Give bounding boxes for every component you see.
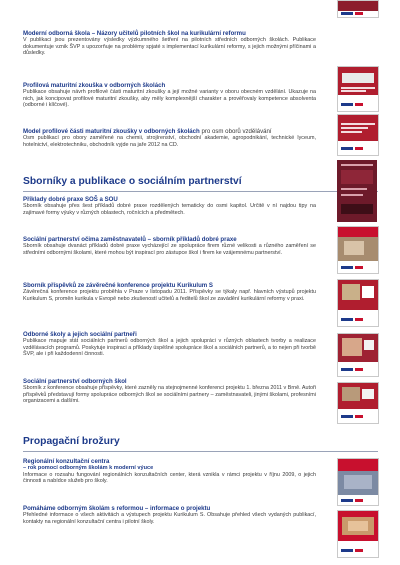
- entry-model-profilove-casti: [23, 128, 316, 148]
- entry-socialni-partnerstvi-skol: [23, 378, 316, 404]
- entry-socialni-partnerstvi-ocima: [23, 236, 316, 256]
- entry-body: Publikace obsahuje návrh profilové části maturitní zkoušky a její možné varianty v oboru obecném vzdělání. Ukazuje na nich, jak koncipovat profilové maturitní zkoušky, aby měly komplexnější charakter a prověřovaly kompetence absolventa (odborné i klíčové).: [23, 89, 316, 109]
- entry-title: Model profilové části maturitní zkoušky v odborných školách pro osm oborů vzdělávání: [23, 128, 272, 135]
- entry-title: Profilová maturitní zkouška v odborných školách: [23, 82, 166, 89]
- entry-title: Sociální partnerství odborných škol: [23, 378, 127, 385]
- entry-regionalni-konzultacni-centra: [23, 458, 316, 485]
- entry-title: Sociální partnerství očima zaměstnavatelů – sborník příkladů dobré praxe: [23, 236, 237, 243]
- brochure-cover-image: [337, 226, 379, 274]
- section-title-sborniky: Sborníky a publikace o sociálním partnerství: [23, 176, 242, 187]
- entry-body: Sborník obsahuje dvanáct příkladů dobré praxe vycházející ze spolupráce firem různé velikosti a různého zaměření se středními odbornými školami, které mohou být inspirací pro zástupce škol i firem ke vzájemnému partnerství.: [23, 243, 316, 256]
- entry-title: Odborné školy a jejich sociální partneři: [23, 331, 137, 338]
- brochure-cover-image: [337, 0, 379, 18]
- entry-title: Sborník příspěvků ze závěrečné konference projektu Kurikulum S: [23, 282, 213, 289]
- section-title-propagacni-brozury: Propagační brožury: [23, 436, 120, 447]
- brochure-cover-image: [337, 279, 379, 327]
- brochure-cover-image: [337, 66, 379, 112]
- entry-title: Regionální konzultační centra: [23, 458, 110, 465]
- entry-title: Pomáháme odborným školám s reformou – informace o projektu: [23, 505, 211, 512]
- brochure-cover-image: [337, 382, 379, 424]
- section-underline: [23, 191, 378, 192]
- brochure-cover-image: [337, 160, 377, 222]
- section-underline: [23, 451, 378, 452]
- entry-body: V publikaci jsou prezentovány výsledky výzkumného šetření na pilotních středních odborných školách. Publikace dokumentuje vznik ŠVP s upozorňuje na problémy spjaté s implementací kurikulární reformy, s jejich možnými příčinami a důsledky.: [23, 37, 316, 57]
- entry-subtitle: – rok pomocí odborným školám k moderní výuce: [23, 465, 154, 472]
- entry-odborne-skoly-partneri: [23, 331, 316, 357]
- entry-moderni-odborna-skola: [23, 30, 316, 56]
- entry-body: Sborník obsahuje přes šest příkladů dobré praxe rozdělených tematicky do osmi kapitol. Určitě v ní najdou tipy na zajímavé formy výuky v různých oblastech, ročnících a předmětech.: [23, 203, 316, 216]
- brochure-cover-image: [337, 458, 379, 506]
- entry-profilova-maturitni-zkouska: [23, 82, 316, 108]
- entry-body: Osm publikací pro obory zaměřené na chemii, strojírenství, obchodní akademie, agropodnikání, technické lyceum, hotelnictví, elektrotechniku, obchodník vyjde na jaře 2012 na CD.: [23, 135, 316, 148]
- entry-body: Závěrečná konference projektu proběhla v Praze v listopadu 2011. Příspěvky se týkaly např. hlavních výstupů projektu Kurikulum S, proměn kurikula v Evropě nebo zkušeností učitelů a ředitelů škol ze zavádění kurikulární reformy v praxi.: [23, 289, 316, 302]
- entry-priklady-dobre-praxe: [23, 196, 316, 216]
- entry-body: Přehledné informace o všech aktivitách a výstupech projektu Kurikulum S. Obsahuje přehled všech vydaných publikací, kontakty na regionální konzultační centra i pilotní školy.: [23, 512, 316, 525]
- brochure-cover-image: [337, 510, 379, 558]
- entry-body: Sborník z konference obsahuje příspěvky, které zazněly na stejnojmenné konferenci projektu 1. března 2011 v Brně. Autoři příspěvků představují formy spolupráce odborných škol se sociálními partnery – zaměstnavateli, jinými školami, profesními organizacemi a dalšími.: [23, 385, 316, 405]
- brochure-cover-image: [337, 333, 379, 377]
- entry-title: Moderní odborná škola – Názory učitelů pilotních škol na kurikulární reformu: [23, 30, 246, 37]
- entry-title: Příklady dobré praxe SOŠ a SOU: [23, 196, 118, 203]
- entry-body: Informace o rozsahu fungování regionálních konzultačních center, která vznikla v rámci projektu v říjnu 2009, o jejich činnosti a nabídce služeb pro školy.: [23, 471, 316, 485]
- entry-sbornik-prispevku: [23, 282, 316, 302]
- entry-body: Publikace mapuje stát sociálních partnerů odborných škol a jejich spolupráci v různých oblastech tvorby a realizace vzdělávacích programů. Poskytuje inspiraci a příklady úspěšné spolupráce škol a sociálních partnerů, a to nejen při tvorbě ŠVP, ale i při každodenní činnosti.: [23, 338, 316, 358]
- brochure-cover-image: [337, 114, 379, 156]
- entry-pomahame-odbornym-skolam: [23, 505, 316, 525]
